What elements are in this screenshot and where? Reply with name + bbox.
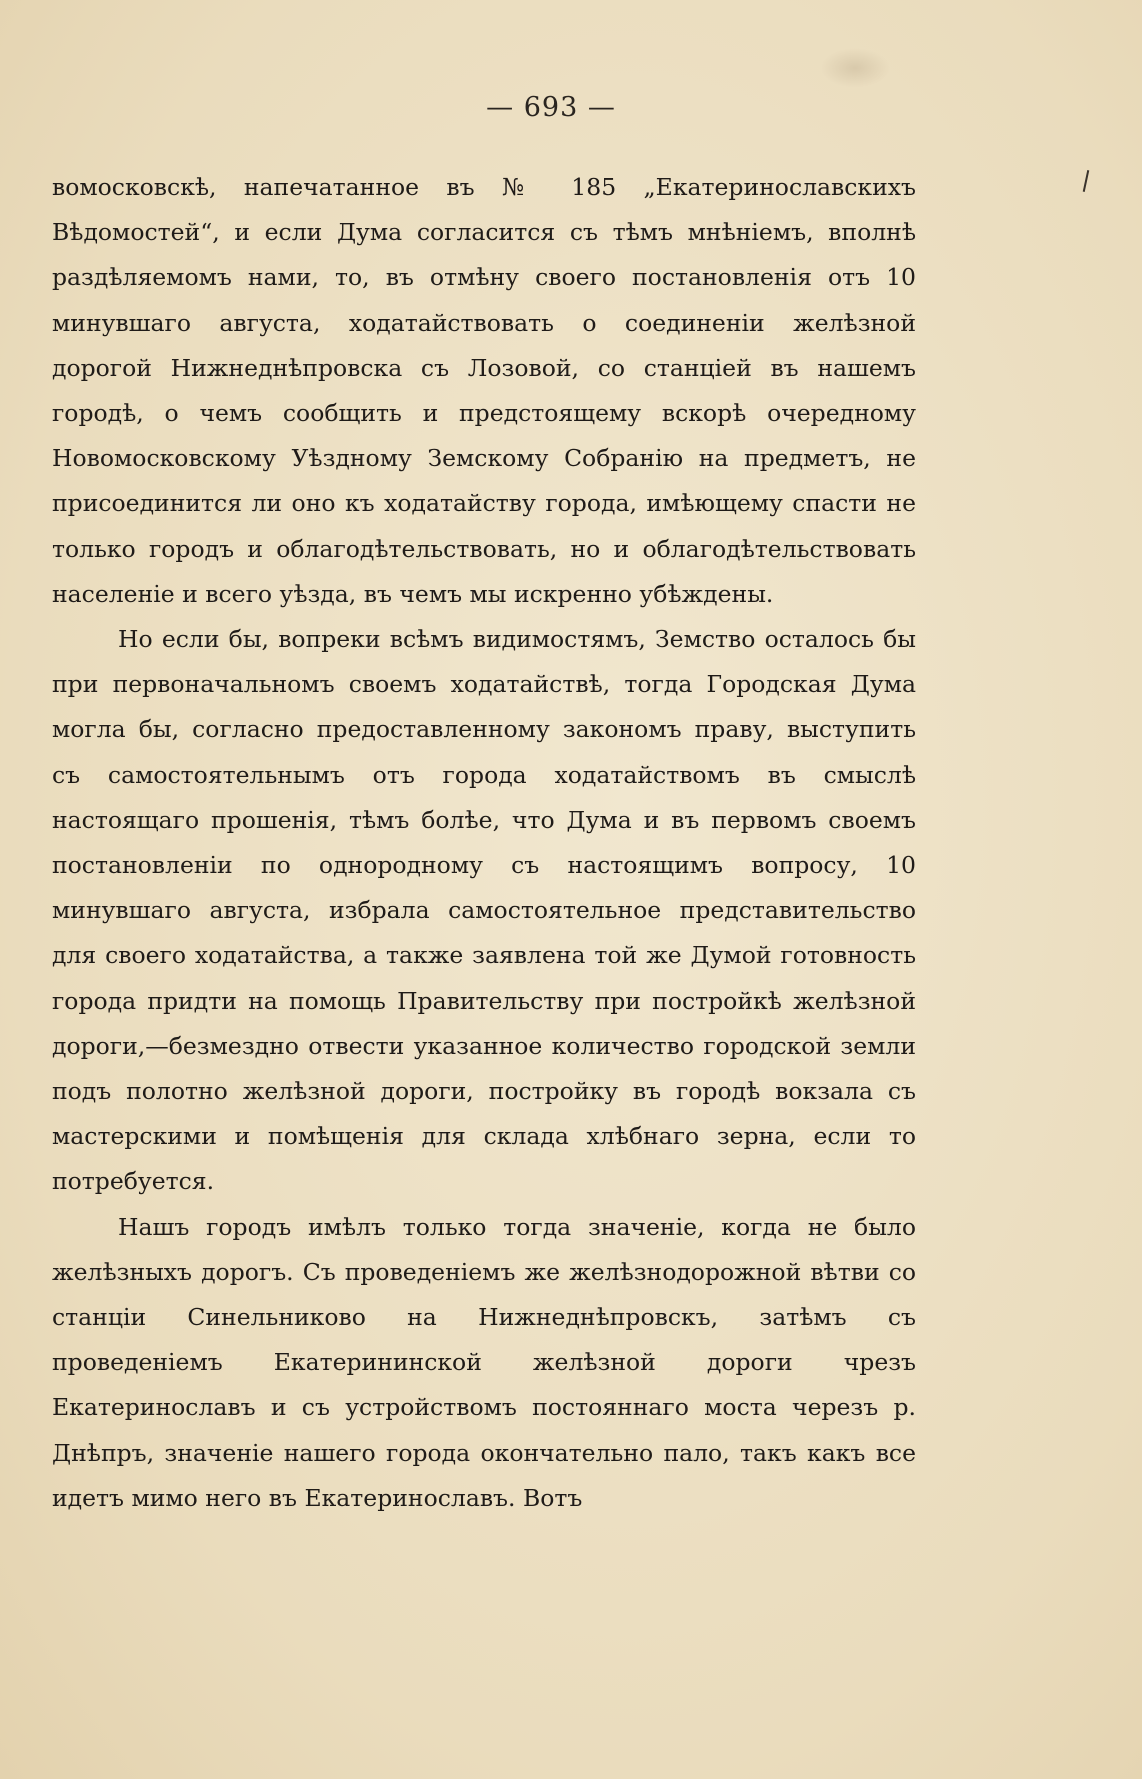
- paragraph: Нашъ городъ имѣлъ только тогда значеніе, когда не было желѣзныхъ дорогъ. Съ проведеніемъ же желѣзнодорожной вѣтви со станціи Синельниково на Нижнеднѣпровскъ, затѣмъ съ проведеніемъ Екатерининской желѣзной дороги чрезъ Екатеринославъ и съ устройствомъ постояннаго моста черезъ р. Днѣпръ, значеніе нашего города окончательно пало, такъ какъ все идетъ мимо него въ Екатеринославъ. Вотъ: [52, 1212, 916, 1512]
- margin-mark: [1083, 170, 1090, 192]
- body-text: [52, 165, 916, 1521]
- paper-stain: [820, 48, 890, 88]
- page-number: — 693 —: [486, 92, 616, 123]
- paragraph: Но если бы, вопреки всѣмъ видимостямъ, Земство осталось бы при первоначальномъ своемъ ходатайствѣ, тогда Городская Дума могла бы, согласно предоставленному закономъ праву, выступить съ самостоятельнымъ отъ города ходатайствомъ въ смыслѣ настоящаго прошенія, тѣмъ болѣе, что Дума и въ первомъ своемъ постановленіи по однородному съ настоящимъ вопросу, 10 минувшаго августа, избрала самостоятельное представительство для своего ходатайства, а также заявлена той же Думой готовность города придти на помощь Правительству при постройкѣ желѣзной дороги,—безмездно отвести указанное количество городской земли подъ полотно желѣзной дороги, постройку въ городѣ вокзала съ мастерскими и помѣщенія для склада хлѣбнаго зерна, если то потребуется.: [52, 625, 916, 1196]
- paragraph-continued: вомосковскѣ, напечатанное въ № 185 „Екатеринославскихъ Вѣдомостей“, и если Дума согласится съ тѣмъ мнѣніемъ, вполнѣ раздѣляемомъ нами, то, въ отмѣну своего постановленія отъ 10 минувшаго августа, ходатайствовать о соединеніи желѣзной дорогой Нижнеднѣпровска съ Лозовой, со станціей въ нашемъ городѣ, о чемъ сообщить и предстоящему вскорѣ очередному Новомосковскому Уѣздному Земскому Собранію на предметъ, не присоединится ли оно къ ходатайству города, имѣющему спасти не только городъ и облагодѣтельствовать, но и облагодѣтельствовать населеніе и всего уѣзда, въ чемъ мы искренно убѣждены.: [52, 173, 916, 608]
